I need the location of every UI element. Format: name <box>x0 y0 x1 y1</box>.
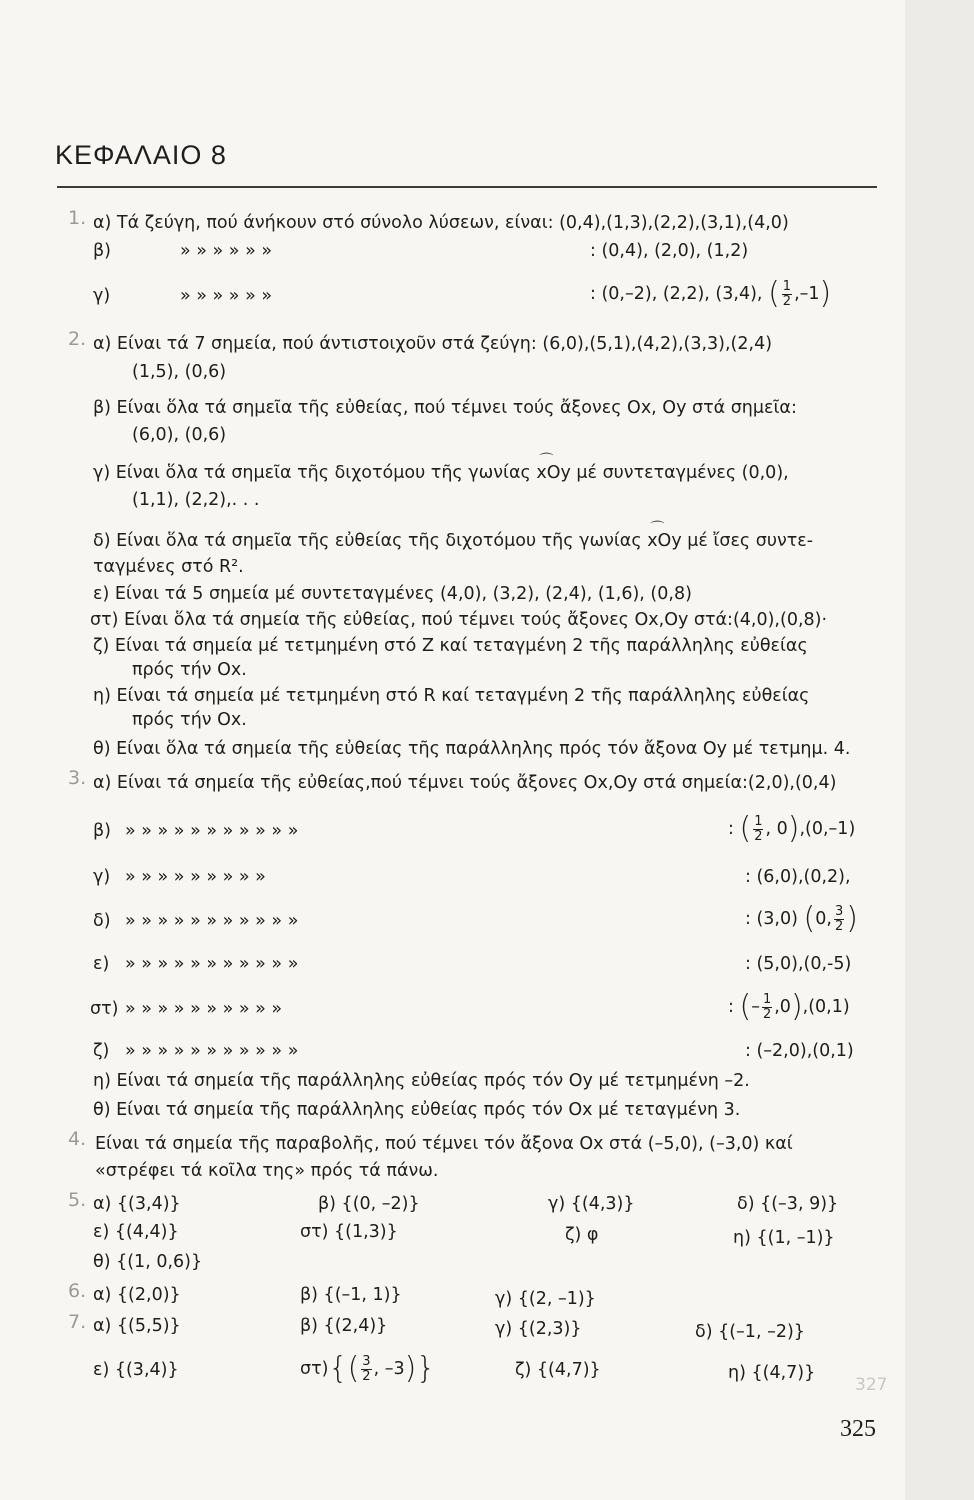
chapter-title: ΚΕΦΑΛΑΙΟ 8 <box>55 140 227 170</box>
ex7-st <box>300 1349 435 1389</box>
ex3-d-values <box>745 901 858 937</box>
exercise-1-number: 1. <box>68 207 87 229</box>
fraction <box>762 993 772 1022</box>
ex3-e-ditto: » » » » » » » » » » » <box>125 954 299 974</box>
ex5-th: θ) {(1, 0,6)} <box>93 1252 203 1272</box>
brace-open: { <box>328 1351 348 1386</box>
fraction-numerator: 3 <box>362 1353 371 1369</box>
paren-open: ( <box>739 811 752 846</box>
ex3-st-tail: ,(0,1) <box>802 997 850 1017</box>
ex3-h: η) Είναι τά σημεία τῆς παράλληλης εὐθείας πρός τόν Oy μέ τετμημένη –2. <box>93 1071 750 1091</box>
ex3-b-ditto: » » » » » » » » » » » <box>125 821 299 841</box>
fraction-denominator: 2 <box>834 918 844 934</box>
ex7-st-label: στ) <box>300 1359 329 1379</box>
ex3-d-pre: 0, <box>815 909 832 929</box>
ex3-d-pair: : (3,0) <box>745 909 798 929</box>
ex7-st-tail: , –3 <box>373 1359 405 1379</box>
ex1-c-tail: ,–1 <box>794 284 820 304</box>
ex3-e-values: : (5,0),(0,-5) <box>745 954 852 974</box>
fraction-numerator: 3 <box>834 903 844 919</box>
paren-close: ) <box>790 989 803 1024</box>
ex2-b-line2: (6,0), (0,6) <box>132 425 227 445</box>
ex4-line1: Είναι τά σημεία τῆς παραβολῆς, πού τέμνει τόν ἄξονα Ox στά (–5,0), (–3,0) καί <box>95 1134 793 1154</box>
ex7-b: β) {(2,4)} <box>300 1316 388 1336</box>
brace-close: } <box>416 1351 436 1386</box>
ex5-e: ε) {(4,4)} <box>93 1222 179 1242</box>
ex7-z: ζ) {(4,7)} <box>515 1360 601 1380</box>
paren-open: ( <box>803 901 816 936</box>
exercise-2-number: 2. <box>68 328 87 350</box>
fraction-denominator: 2 <box>782 293 792 309</box>
paren-open: ( <box>347 1351 360 1386</box>
ex2-h-line1: η) Είναι τά σημεία μέ τετμημένη στό R καί τεταγμένη 2 τῆς παράλληλης εὐθείας <box>93 686 810 706</box>
ex7-h: η) {(4,7)} <box>728 1363 816 1383</box>
ex3-c-ditto: » » » » » » » » » <box>125 867 266 887</box>
ex3-a: α) Είναι τά σημεία τῆς εὐθείας,πού τέμνει τούς ἄξονες Ox,Oy στά σημεία:(2,0),(0,4) <box>93 773 837 793</box>
ex1-a: α) Τά ζεύγη, πού άνήκουν στό σύνολο λύσεων, είναι: (0,4),(1,3),(2,2),(3,1),(4,0) <box>93 213 789 233</box>
fraction-denominator: 2 <box>762 1006 772 1022</box>
fraction-denominator: 2 <box>754 828 763 844</box>
ex2-d-rest: μέ ἴσες συντε- <box>687 531 814 551</box>
ex3-st-label: στ) <box>90 999 119 1019</box>
ex3-b-label: β) <box>93 821 111 841</box>
ex5-st: στ) {(1,3)} <box>300 1222 398 1242</box>
fraction <box>753 815 763 844</box>
fraction-numerator: 1 <box>782 278 792 294</box>
ex1-c-ditto: » » » » » » <box>180 286 273 306</box>
ex1-c-values <box>590 276 831 312</box>
ex3-z-ditto: » » » » » » » » » » » <box>125 1041 299 1061</box>
ex3-d-label: δ) <box>93 911 111 931</box>
ex1-c-pairs: : (0,–2), (2,2), (3,4), <box>590 284 763 304</box>
ex6-b: β) {(–1, 1)} <box>300 1285 402 1305</box>
fraction <box>834 905 844 934</box>
ex7-a: α) {(5,5)} <box>93 1316 181 1336</box>
fraction-numerator: 1 <box>754 813 763 829</box>
paren-close: ) <box>819 276 832 311</box>
angle-xoy: ⌒ xOy <box>647 530 682 552</box>
exercise-5-number: 5. <box>68 1189 87 1211</box>
ex5-c: γ) {(4,3)} <box>548 1194 635 1214</box>
ex2-d-line1 <box>93 530 813 552</box>
ex1-b-label: β) <box>93 241 111 261</box>
ex3-th: θ) Είναι τά σημεία τῆς παράλληλης εὐθείας πρός τόν Ox μέ τεταγμένη 3. <box>93 1100 741 1120</box>
ex2-d-line2: ταγμένες στό R². <box>93 557 244 577</box>
ex2-c-line2: (1,1), (2,2),. . . <box>132 490 260 510</box>
ex3-b-tail: ,(0,–1) <box>799 819 856 839</box>
ex6-a: α) {(2,0)} <box>93 1285 181 1305</box>
ex2-e: ε) Είναι τά 5 σημεία μέ συντεταγμένες (4,0), (3,2), (2,4), (1,6), (0,8) <box>93 584 692 604</box>
fraction-numerator: 1 <box>762 991 772 1007</box>
ex3-e-label: ε) <box>93 954 110 974</box>
page-edge <box>905 0 974 1500</box>
margin-ghost-number: 327 <box>855 1375 888 1395</box>
ex3-c-label: γ) <box>93 867 111 887</box>
ex7-c: γ) {(2,3)} <box>495 1319 582 1339</box>
ex3-st-pre: – <box>751 997 760 1017</box>
exercise-3-number: 3. <box>68 767 87 789</box>
page-number: 325 <box>840 1416 876 1442</box>
ex2-c-rest: μέ συντεταγμένες (0,0), <box>576 463 789 483</box>
ex3-st-ditto: » » » » » » » » » » <box>125 999 283 1019</box>
ex7-e: ε) {(3,4)} <box>93 1360 179 1380</box>
ex5-d: δ) {(–3, 9)} <box>737 1194 839 1214</box>
ex2-c-text: γ) Είναι ὅλα τά σημεῖα τῆς διχοτόμου τῆς γωνίας <box>93 463 531 483</box>
ex2-z-line1: ζ) Είναι τά σημεία μέ τετμημένη στό Ζ καί τεταγμένη 2 τῆς παράλληλης εὐθείας <box>93 636 808 656</box>
ex3-b-mid: , 0 <box>765 819 788 839</box>
ex3-st-mid: ,0 <box>774 997 791 1017</box>
ex3-z-values: : (–2,0),(0,1) <box>745 1041 854 1061</box>
ex3-d-ditto: » » » » » » » » » » » <box>125 911 299 931</box>
ex1-c-label: γ) <box>93 286 111 306</box>
ex2-th: θ) Είναι ὅλα τά σημεία τῆς εὐθείας τῆς παράλληλης πρός τόν ἄξονα Oy μέ τετμημ. 4. <box>93 739 851 759</box>
exercise-7-number: 7. <box>68 1311 87 1333</box>
ex2-b-line1: β) Είναι ὅλα τά σημεῖα τῆς εὐθείας, πού τέμνει τούς ἄξονες Ox, Oy στά σημεῖα: <box>93 398 797 418</box>
paren-close: ) <box>787 811 800 846</box>
paren-open: ( <box>739 989 752 1024</box>
ex2-st: στ) Είναι ὅλα τά σημεία τῆς εὐθείας, πού τέμνει τούς ἄξονες Ox,Oy στά:(4,0),(0,8)· <box>90 610 828 630</box>
ex1-b-ditto: » » » » » » <box>180 241 273 261</box>
paren-close: ) <box>404 1351 417 1386</box>
ex2-d-text: δ) Είναι ὅλα τά σημεῖα τῆς εὐθείας τῆς διχοτόμου τῆς γωνίας <box>93 531 642 551</box>
ex2-a-line1: α) Είναι τά 7 σημεία, πού άντιστοιχοῦν στά ζεύγη: (6,0),(5,1),(4,2),(3,3),(2,4) <box>93 334 773 354</box>
exercise-4-number: 4. <box>68 1128 87 1150</box>
paren-open: ( <box>768 276 780 311</box>
ex3-z-label: ζ) <box>93 1041 110 1061</box>
ex4-line2: «στρέφει τά κοῖλα της» πρός τά πάνω. <box>95 1161 439 1181</box>
ex5-a: α) {(3,4)} <box>93 1194 181 1214</box>
ex5-h: η) {(1, –1)} <box>733 1228 835 1248</box>
exercise-6-number: 6. <box>68 1280 87 1302</box>
fraction-denominator: 2 <box>362 1368 371 1384</box>
ex3-st-values <box>728 989 850 1025</box>
paren-close: ) <box>846 901 858 936</box>
ex7-d: δ) {(–1, –2)} <box>695 1322 805 1342</box>
ex3-b-values <box>728 811 855 847</box>
ex5-z: ζ) φ <box>565 1225 599 1245</box>
ex2-z-line2: πρός τήν Ox. <box>132 660 247 680</box>
ex5-b: β) {(0, –2)} <box>318 1194 420 1214</box>
ex1-b-values: : (0,4), (2,0), (1,2) <box>590 241 749 261</box>
ex3-c-values: : (6,0),(0,2), <box>745 867 851 887</box>
colon: : <box>728 997 734 1017</box>
ex6-c: γ) {(2, –1)} <box>495 1289 596 1309</box>
fraction <box>782 280 792 309</box>
fraction <box>361 1355 371 1384</box>
ex2-h-line2: πρός τήν Ox. <box>132 710 247 730</box>
title-rule <box>57 186 877 188</box>
ex2-a-line2: (1,5), (0,6) <box>132 362 227 382</box>
ex2-c-line1 <box>93 462 789 484</box>
colon: : <box>728 819 734 839</box>
angle-xoy: ⌒ xOy <box>536 462 571 484</box>
